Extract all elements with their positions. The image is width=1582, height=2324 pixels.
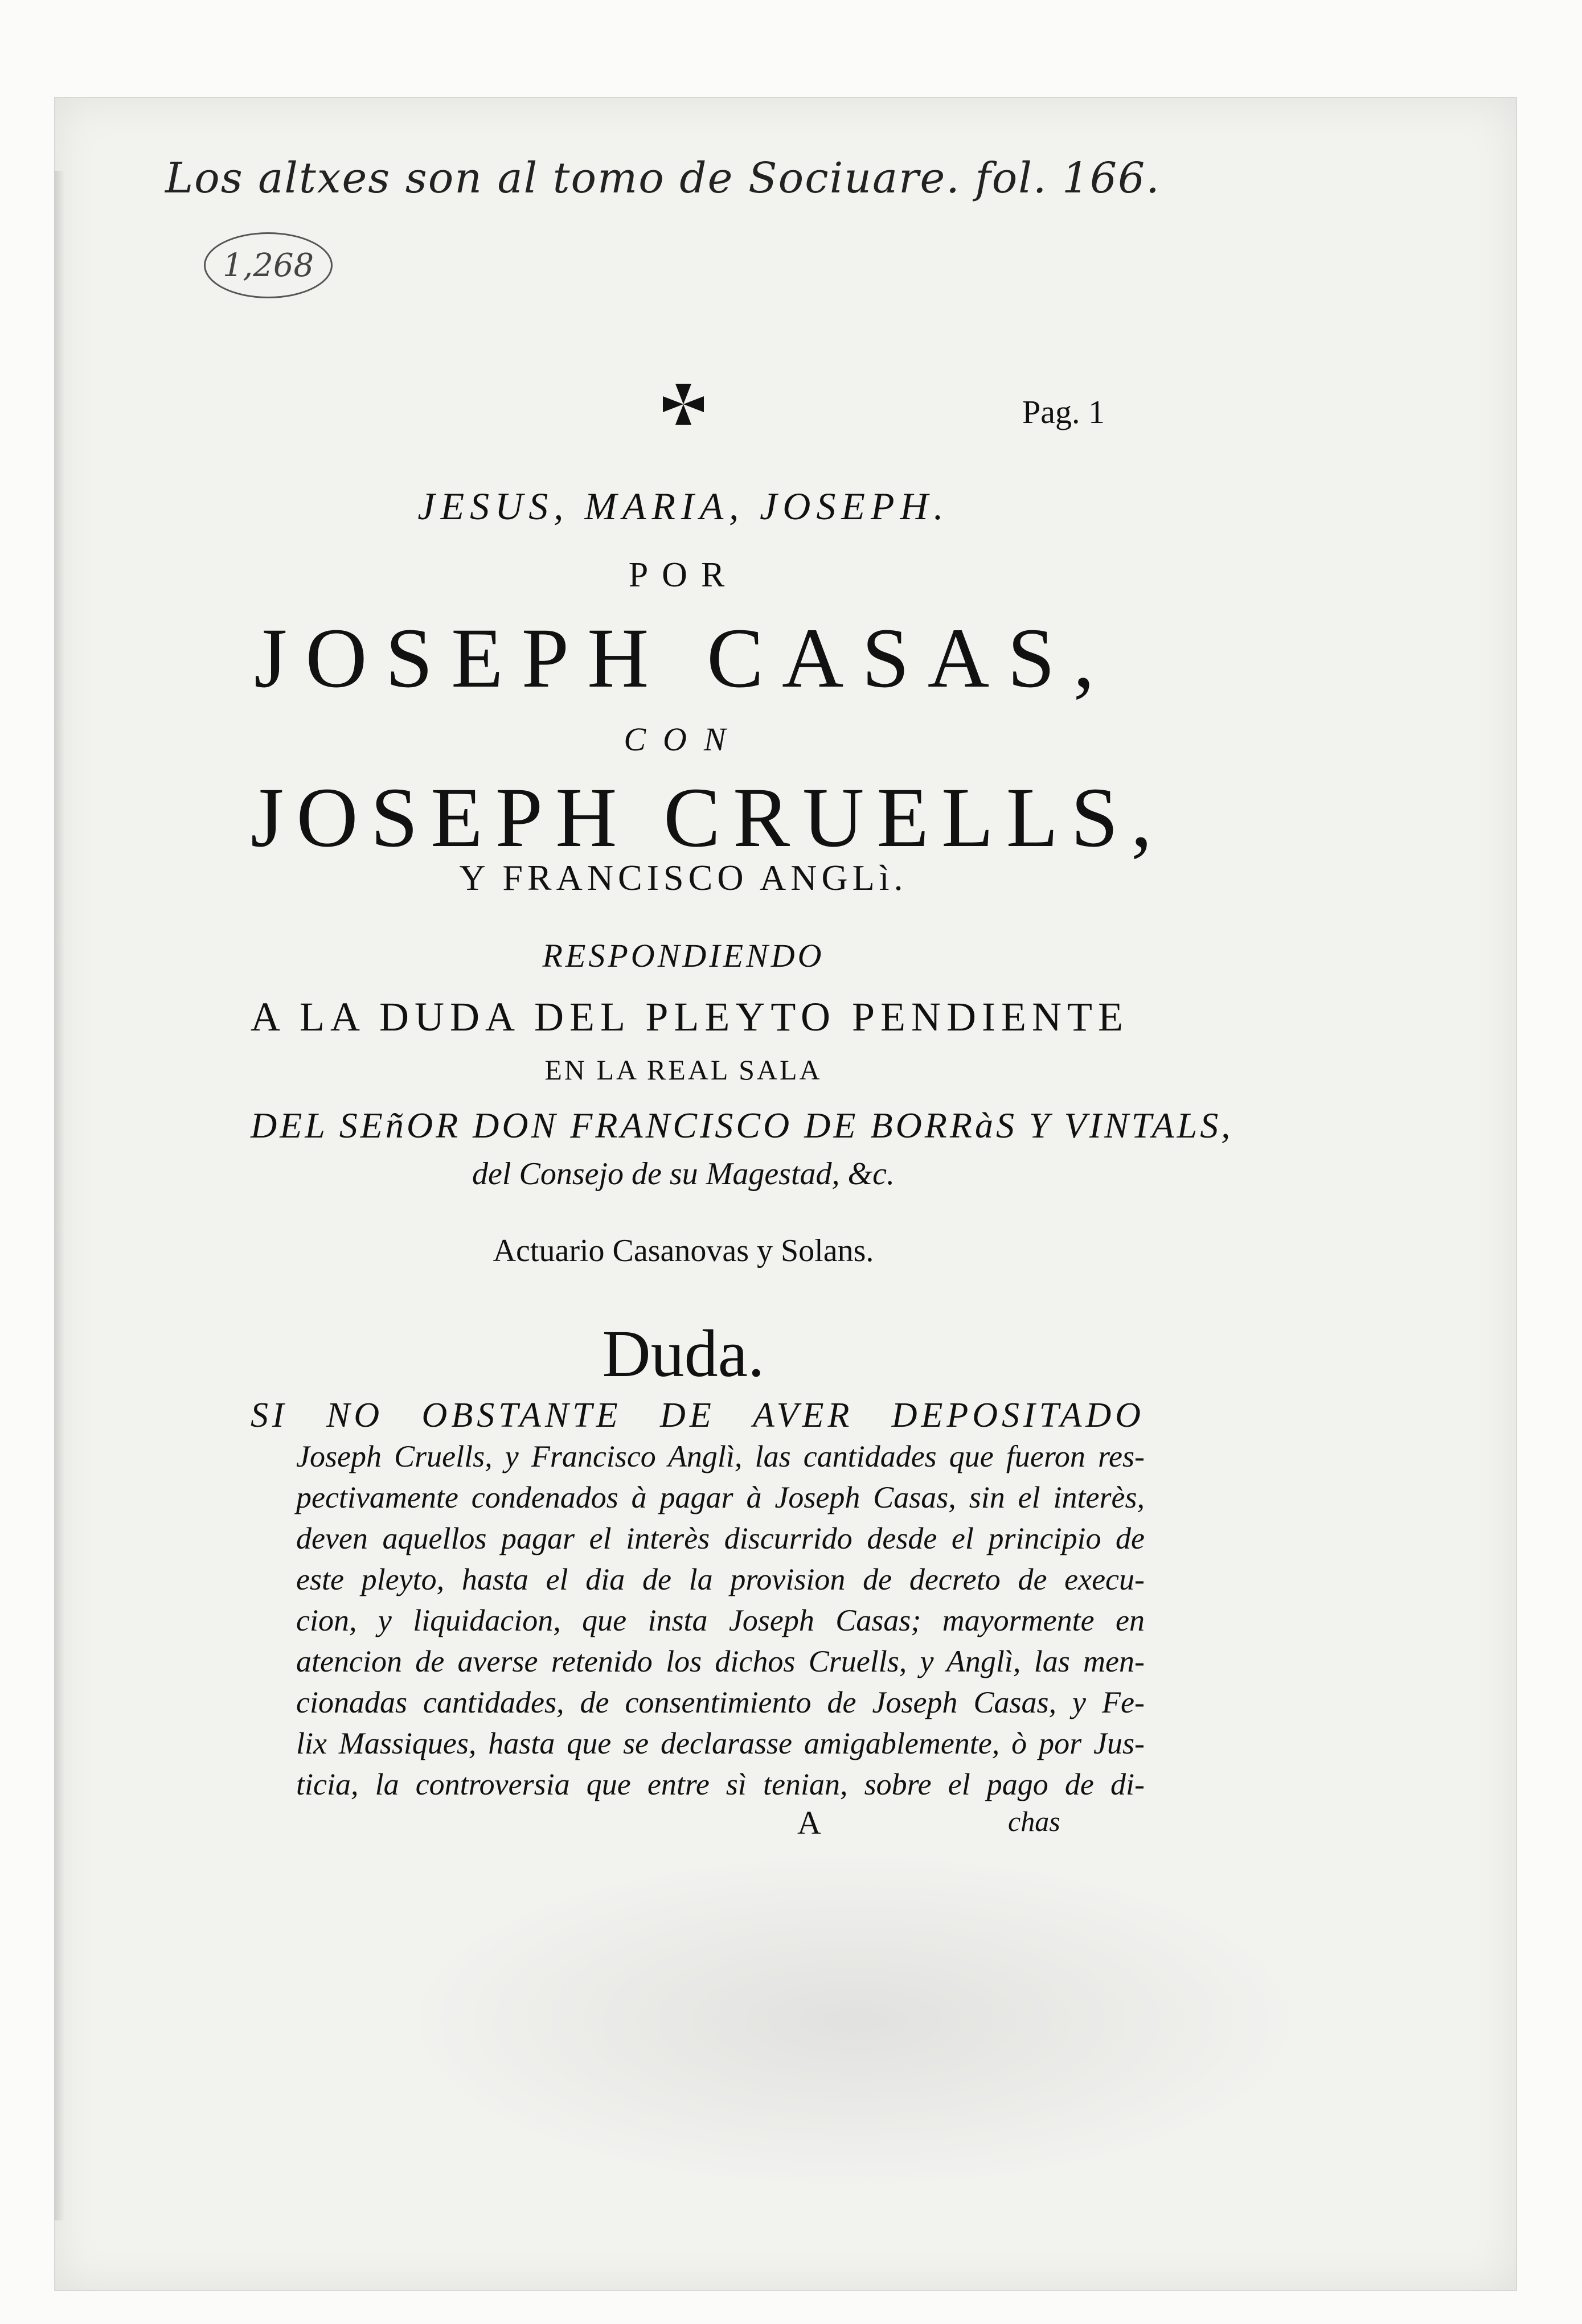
page-number: Pag. 1 [1022,393,1105,430]
body-line: SI NO OBSTANTE DE AVER DEPOSITADO [251,1396,1145,1435]
catchword: chas [1008,1805,1060,1837]
body-line: este pleyto, hasta el dia de la provision de decreto de execu- [296,1562,1145,1596]
title-sala: EN LA REAL SALA [544,1054,822,1086]
title-con: CON [624,721,743,758]
body-line: cion, y liquidacion, que insta Joseph Casas; mayormente en [296,1603,1145,1637]
invocation: JESUS, MARIA, JOSEPH. [417,484,949,528]
body-line: deven aquellos pagar el interès discurrido desde el principio de [296,1521,1145,1555]
body-line: pectivamente condenados à pagar à Joseph Casas, sin el interès, [296,1480,1145,1514]
body-line: atencion de averse retenido los dichos Cruells, y Anglì, las men- [296,1644,1145,1678]
title-senor: DEL SEñOR DON FRANCISCO DE BORRàS Y VINTALS, [251,1105,1233,1145]
section-heading: Duda. [602,1316,765,1391]
title-respondiendo: RESPONDIENDO [542,937,825,974]
body-line: lix Massiques, hasta que se declarasse amigablemente, ò por Jus- [296,1726,1145,1760]
cross-pattee-icon [661,381,706,427]
signature-mark: A [797,1804,821,1841]
paper-stain [399,1850,1310,2192]
title-party-casas: JOSEPH CASAS, [253,611,1113,705]
body-line: ticia, la controversia que entre sì tenian, sobre el pago de di- [296,1767,1145,1801]
title-por: POR [628,556,739,594]
title-party-cruells: JOSEPH CRUELLS, [251,770,1165,865]
title-consejo: del Consejo de su Magestad, &c. [472,1156,895,1192]
title-party-angli: Y FRANCISCO ANGLì. [459,857,908,898]
handwritten-circled-number: 1,268 [204,232,333,298]
title-duda-pleyto: A LA DUDA DEL PLEYTO PENDIENTE [251,994,1129,1040]
body-line: Joseph Cruells, y Francisco Anglì, las cantidades que fueron res- [296,1439,1145,1473]
title-actuario: Actuario Casanovas y Solans. [493,1233,874,1268]
body-paragraph [251,1395,1145,1805]
page-edge-shadow [54,171,64,2220]
handwritten-note: Los altxes son al tomo de Sociuare. fol. 166. [165,154,1161,203]
body-line: cionadas cantidades, de consentimiento de Joseph Casas, y Fe- [296,1685,1145,1719]
